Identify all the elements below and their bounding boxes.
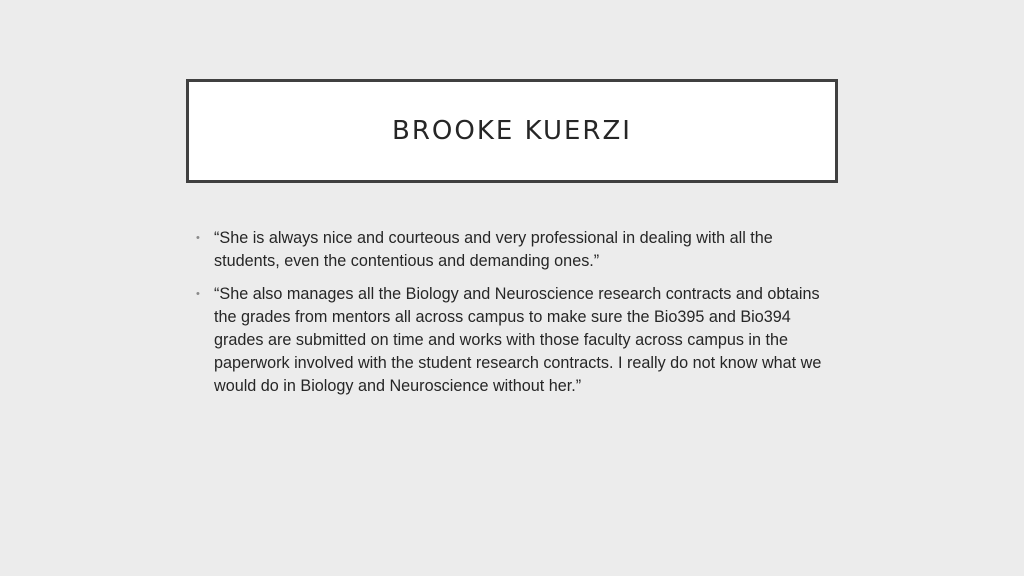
bullet-list — [196, 227, 836, 408]
quote-text: “She is always nice and courteous and very professional in dealing with all the students, even the contentious and demanding ones.” — [214, 229, 773, 270]
title-box — [186, 79, 838, 183]
bullet-item — [196, 227, 836, 273]
slide-title: BROOKE KUERZI — [392, 116, 632, 146]
bullet-item — [196, 283, 836, 398]
bullet-icon: • — [196, 232, 200, 244]
quote-text: “She also manages all the Biology and Neuroscience research contracts and obtains the grades from mentors all across campus to make sure the Bio395 and Bio394 grades are submitted on time and works with those faculty across campus in the paperwork involved with the student research contracts. I really do not know what we would do in Biology and Neuroscience without her.” — [214, 285, 822, 395]
bullet-icon: • — [196, 288, 200, 300]
